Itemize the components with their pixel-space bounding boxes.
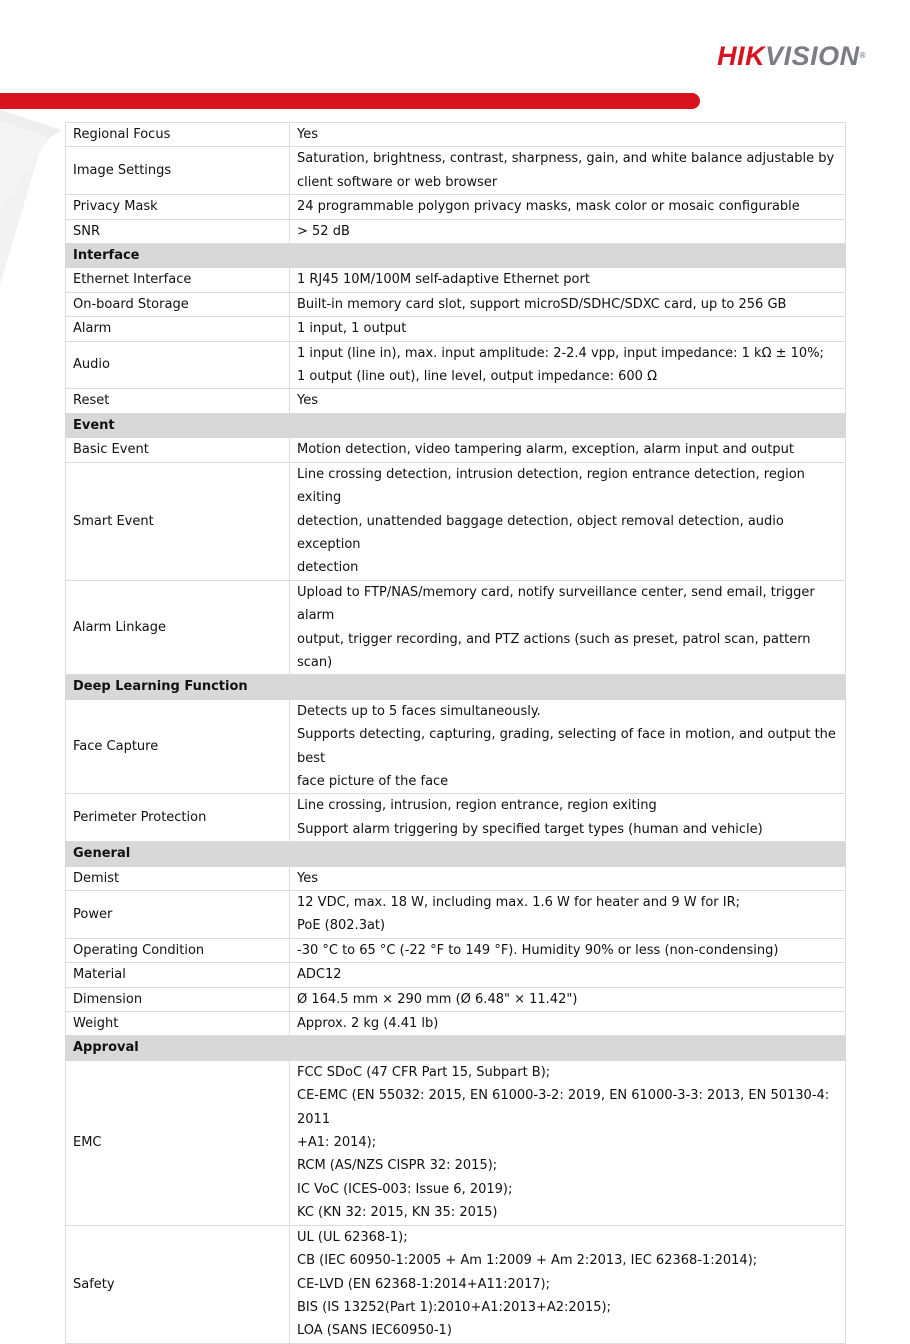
spec-row (66, 987, 846, 1011)
spec-label: Ethernet Interface (66, 268, 290, 292)
section-header-row (66, 413, 846, 437)
spec-value-cell (290, 123, 846, 147)
section-header-row (66, 244, 846, 268)
spec-value-cell (290, 317, 846, 341)
spec-value-line: ADC12 (297, 967, 342, 983)
brand-logo (717, 42, 866, 70)
spec-value-line: Detects up to 5 faces simultaneously. (297, 703, 541, 719)
spec-value-cell (290, 195, 846, 219)
spec-value-cell (290, 268, 846, 292)
spec-label: EMC (66, 1060, 290, 1225)
spec-label: Alarm Linkage (66, 580, 290, 675)
spec-row (66, 462, 846, 580)
spec-value-line: Line crossing, intrusion, region entrance, region exiting (297, 798, 657, 814)
spec-value-line: CE-LVD (EN 62368-1:2014+A11:2017); (297, 1276, 550, 1292)
spec-label: Demist (66, 866, 290, 890)
spec-row (66, 580, 846, 675)
spec-label: Material (66, 963, 290, 987)
spec-value-line: 1 output (line out), line level, output impedance: 600 Ω (297, 369, 658, 385)
spec-row (66, 341, 846, 389)
section-header-row (66, 842, 846, 866)
spec-label: Safety (66, 1225, 290, 1343)
spec-row (66, 195, 846, 219)
spec-value-line: RCM (AS/NZS CISPR 32: 2015); (297, 1158, 498, 1174)
spec-label: Smart Event (66, 462, 290, 580)
spec-value-line: face picture of the face (297, 773, 449, 789)
spec-label: Weight (66, 1012, 290, 1036)
spec-label: Alarm (66, 317, 290, 341)
brand-logo-vision: VISION (765, 41, 860, 71)
section-header-row (66, 1036, 846, 1060)
spec-label: Face Capture (66, 699, 290, 794)
spec-label: Audio (66, 341, 290, 389)
spec-value-cell (290, 438, 846, 462)
spec-label: Basic Event (66, 438, 290, 462)
spec-value-cell (290, 963, 846, 987)
spec-row (66, 147, 846, 195)
spec-row (66, 389, 846, 413)
spec-value-line: LOA (SANS IEC60950-1) (297, 1323, 452, 1339)
spec-row (66, 866, 846, 890)
spec-value-line: CB (IEC 60950-1:2005 + Am 1:2009 + Am 2:2013, IEC 62368-1:2014); (297, 1253, 758, 1269)
spec-value-line: IC VoC (ICES-003: Issue 6, 2019); (297, 1181, 513, 1197)
spec-value-cell (290, 891, 846, 939)
spec-label: Regional Focus (66, 123, 290, 147)
spec-value-line: output, trigger recording, and PTZ actions (such as preset, patrol scan, pattern scan) (297, 631, 811, 670)
spec-table (65, 122, 846, 1344)
spec-value-cell (290, 866, 846, 890)
spec-label: Privacy Mask (66, 195, 290, 219)
spec-value-line: PoE (802.3at) (297, 918, 386, 934)
spec-row (66, 438, 846, 462)
brand-logo-hik: HIK (717, 41, 766, 71)
spec-value-line: 1 RJ45 10M/100M self-adaptive Ethernet port (297, 272, 590, 288)
spec-value-cell (290, 1012, 846, 1036)
spec-row (66, 219, 846, 243)
spec-label: Operating Condition (66, 938, 290, 962)
spec-value-line: 12 VDC, max. 18 W, including max. 1.6 W for heater and 9 W for IR; (297, 895, 741, 910)
spec-value-cell (290, 219, 846, 243)
spec-label: Image Settings (66, 147, 290, 195)
spec-value-line: detection (297, 560, 359, 576)
spec-value-line: -30 °C to 65 °C (-22 °F to 149 °F). Humidity 90% or less (non-condensing) (297, 942, 779, 958)
spec-value-line: CE-EMC (EN 55032: 2015, EN 61000-3-2: 2019, EN 61000-3-3: 2013, EN 50130-4: 2011 (297, 1088, 830, 1127)
spec-row (66, 317, 846, 341)
spec-value-cell (290, 699, 846, 794)
section-title: General (66, 842, 846, 866)
spec-value-line: BIS (IS 13252(Part 1):2010+A1:2013+A2:2015); (297, 1299, 611, 1315)
spec-value-cell (290, 462, 846, 580)
spec-value-cell (290, 1060, 846, 1225)
spec-value-line: Saturation, brightness, contrast, sharpness, gain, and white balance adjustable by (297, 151, 835, 167)
section-title: Approval (66, 1036, 846, 1060)
spec-value-cell (290, 292, 846, 316)
spec-value-line: Yes (297, 127, 318, 142)
spec-value-line: Line crossing detection, intrusion detection, region entrance detection, region exiting (297, 466, 805, 506)
spec-value-line: +A1: 2014); (297, 1135, 377, 1151)
watermark-graphic (0, 110, 70, 290)
spec-value-cell (290, 147, 846, 195)
spec-label: On-board Storage (66, 292, 290, 316)
spec-row (66, 963, 846, 987)
spec-row (66, 699, 846, 794)
spec-value-line: Ø 164.5 mm × 290 mm (Ø 6.48" × 11.42") (297, 991, 578, 1007)
spec-value-cell (290, 1225, 846, 1343)
spec-value-line: UL (UL 62368-1); (297, 1229, 408, 1245)
spec-row (66, 268, 846, 292)
spec-row (66, 123, 846, 147)
spec-value-line: Motion detection, video tampering alarm, exception, alarm input and output (297, 442, 794, 458)
spec-value-line: Built-in memory card slot, support microSD/SDHC/SDXC card, up to 256 GB (297, 296, 787, 312)
spec-value-line: Upload to FTP/NAS/memory card, notify surveillance center, send email, trigger alarm (297, 584, 815, 624)
spec-row (66, 1012, 846, 1036)
spec-value-line: detection, unattended baggage detection, object removal detection, audio exception (297, 513, 784, 552)
spec-value-cell (290, 341, 846, 389)
spec-value-line: 1 input (line in), max. input amplitude: 2-2.4 vpp, input impedance: 1 kΩ ± 10%; (297, 345, 824, 361)
spec-row (66, 891, 846, 939)
spec-row (66, 794, 846, 842)
spec-label: Dimension (66, 987, 290, 1011)
section-title: Event (66, 413, 846, 437)
spec-value-line: FCC SDoC (47 CFR Part 15, Subpart B); (297, 1064, 551, 1080)
section-title: Deep Learning Function (66, 675, 846, 699)
header-red-bar (0, 93, 700, 109)
spec-value-line: 1 input, 1 output (297, 321, 407, 337)
spec-label: Perimeter Protection (66, 794, 290, 842)
spec-value-line: KC (KN 32: 2015, KN 35: 2015) (297, 1205, 498, 1221)
section-title: Interface (66, 244, 846, 268)
spec-label: Power (66, 891, 290, 939)
spec-label: SNR (66, 219, 290, 243)
spec-row (66, 1225, 846, 1343)
spec-value-line: Yes (297, 393, 318, 409)
spec-value-line: > 52 dB (297, 223, 350, 239)
spec-value-line: Approx. 2 kg (4.41 lb) (297, 1016, 439, 1032)
section-header-row (66, 675, 846, 699)
spec-value-cell (290, 389, 846, 413)
spec-value-line: Yes (297, 870, 318, 886)
spec-value-cell (290, 794, 846, 842)
spec-value-cell (290, 987, 846, 1011)
spec-value-cell (290, 580, 846, 675)
spec-value-line: 24 programmable polygon privacy masks, mask color or mosaic configurable (297, 199, 800, 215)
registered-mark: ® (859, 51, 866, 60)
spec-value-line: client software or web browser (297, 174, 498, 190)
spec-value-cell (290, 938, 846, 962)
spec-value-line: Supports detecting, capturing, grading, selecting of face in motion, and output the best (297, 727, 836, 766)
spec-row (66, 938, 846, 962)
spec-row (66, 292, 846, 316)
spec-label: Reset (66, 389, 290, 413)
spec-row (66, 1060, 846, 1225)
spec-value-line: Support alarm triggering by specified target types (human and vehicle) (297, 821, 763, 837)
